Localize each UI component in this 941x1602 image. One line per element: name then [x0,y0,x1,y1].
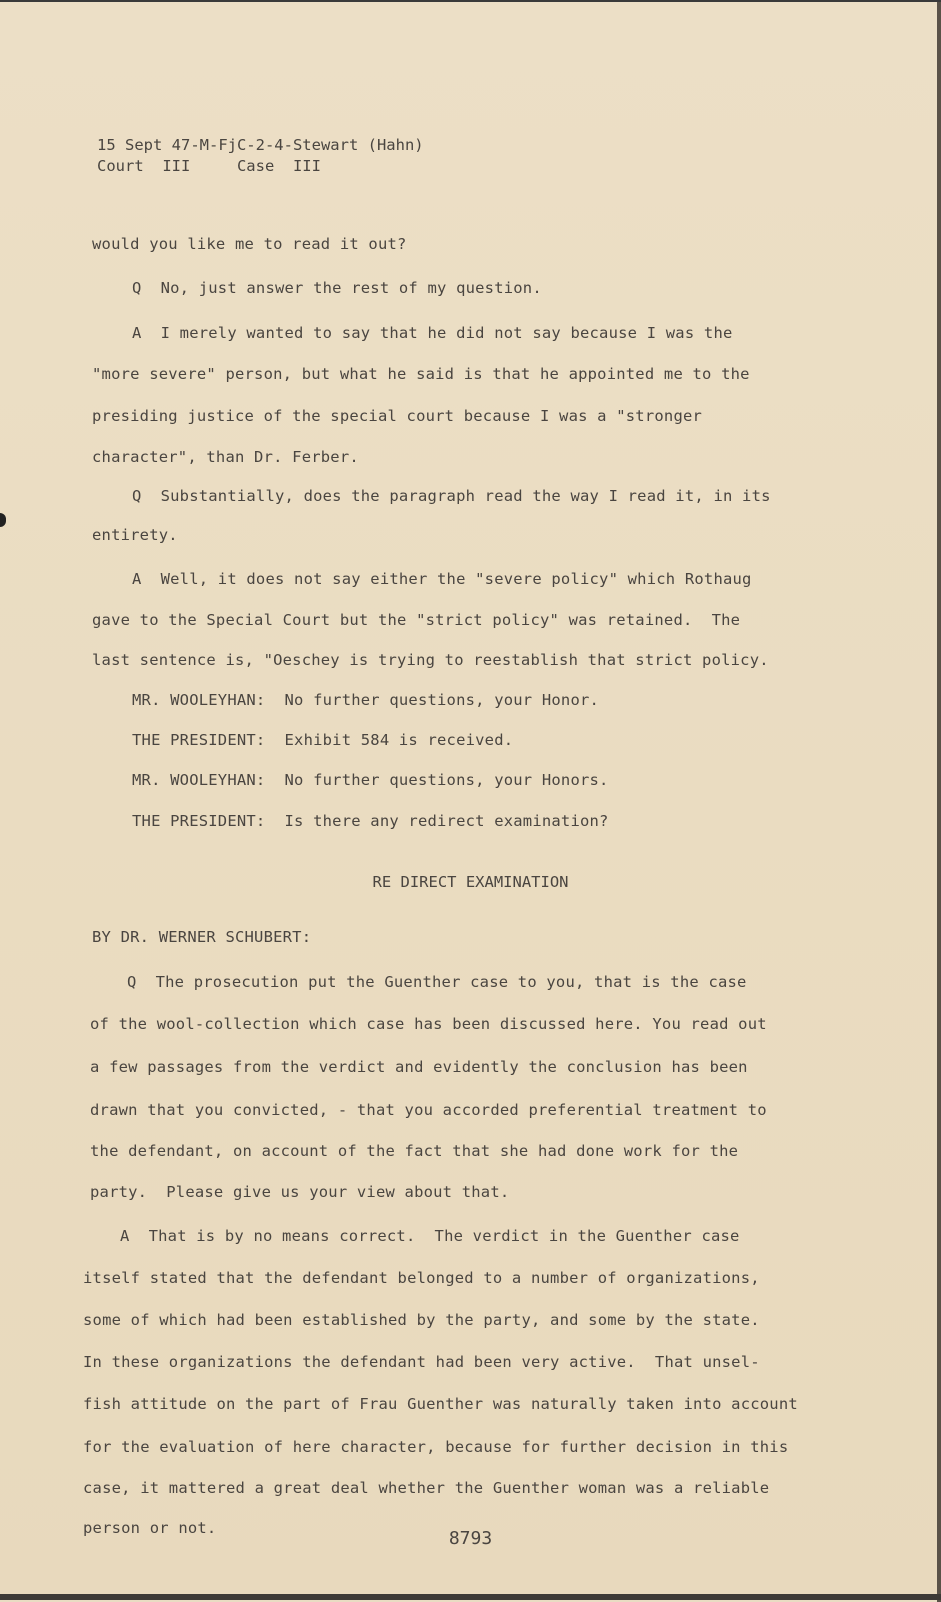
body-line: Q The prosecution put the Guenther case to you, that is the case [127,973,747,991]
body-line: Q No, just answer the rest of my question. [132,279,542,297]
body-line: In these organizations the defendant had been very active. That unsel- [83,1353,760,1371]
body-line: itself stated that the defendant belonged to a number of organizations, [83,1269,760,1287]
body-line: A That is by no means correct. The verdict in the Guenther case [120,1227,740,1245]
body-line: A I merely wanted to say that he did not say because I was the [132,324,733,342]
body-line: case, it mattered a great deal whether the Guenther woman was a reliable [83,1479,770,1497]
body-line: A Well, it does not say either the "severe policy" which Rothaug [132,570,752,588]
body-line: the defendant, on account of the fact that she had done work for the [90,1142,739,1160]
page-number: 8793 [448,1528,493,1549]
section-heading: RE DIRECT EXAMINATION [372,873,569,891]
body-line: "more severe" person, but what he said is that he appointed me to the [92,365,750,383]
body-line: some of which had been established by the party, and some by the state. [83,1311,760,1329]
body-line: fish attitude on the part of Frau Guenther was naturally taken into account [83,1395,798,1413]
page-edge-right [937,2,941,1602]
body-line: a few passages from the verdict and evidently the conclusion has been [90,1058,748,1076]
transcript-header [97,135,424,177]
body-line: BY DR. WERNER SCHUBERT: [92,928,312,946]
body-line: MR. WOOLEYHAN: No further questions, your Honor. [132,691,600,709]
body-line: entirety. [92,526,178,544]
body-line: person or not. [83,1519,217,1537]
page-edge-bottom [0,1594,941,1600]
header-line-date: 15 Sept 47-M-FjC-2-4-Stewart (Hahn) [97,136,424,154]
body-line: of the wool-collection which case has been discussed here. You read out [90,1015,767,1033]
body-line: MR. WOOLEYHAN: No further questions, your Honors. [132,771,609,789]
body-line: Q Substantially, does the paragraph read the way I read it, in its [132,487,771,505]
body-line: for the evaluation of here character, because for further decision in this [83,1438,789,1456]
punch-hole-mark [0,513,6,527]
body-line: presiding justice of the special court because I was a "stronger [92,407,703,425]
body-line: THE PRESIDENT: Is there any redirect examination? [132,812,609,830]
body-line: would you like me to read it out? [92,235,407,253]
body-line: THE PRESIDENT: Exhibit 584 is received. [132,731,514,749]
header-line-court: Court III Case III [97,157,321,175]
body-line: drawn that you convicted, - that you accorded preferential treatment to [90,1101,767,1119]
body-line: last sentence is, "Oeschey is trying to reestablish that strict policy. [92,651,769,669]
body-line: gave to the Special Court but the "strict policy" was retained. The [92,611,741,629]
body-line: character", than Dr. Ferber. [92,448,359,466]
body-line: party. Please give us your view about that. [90,1183,510,1201]
